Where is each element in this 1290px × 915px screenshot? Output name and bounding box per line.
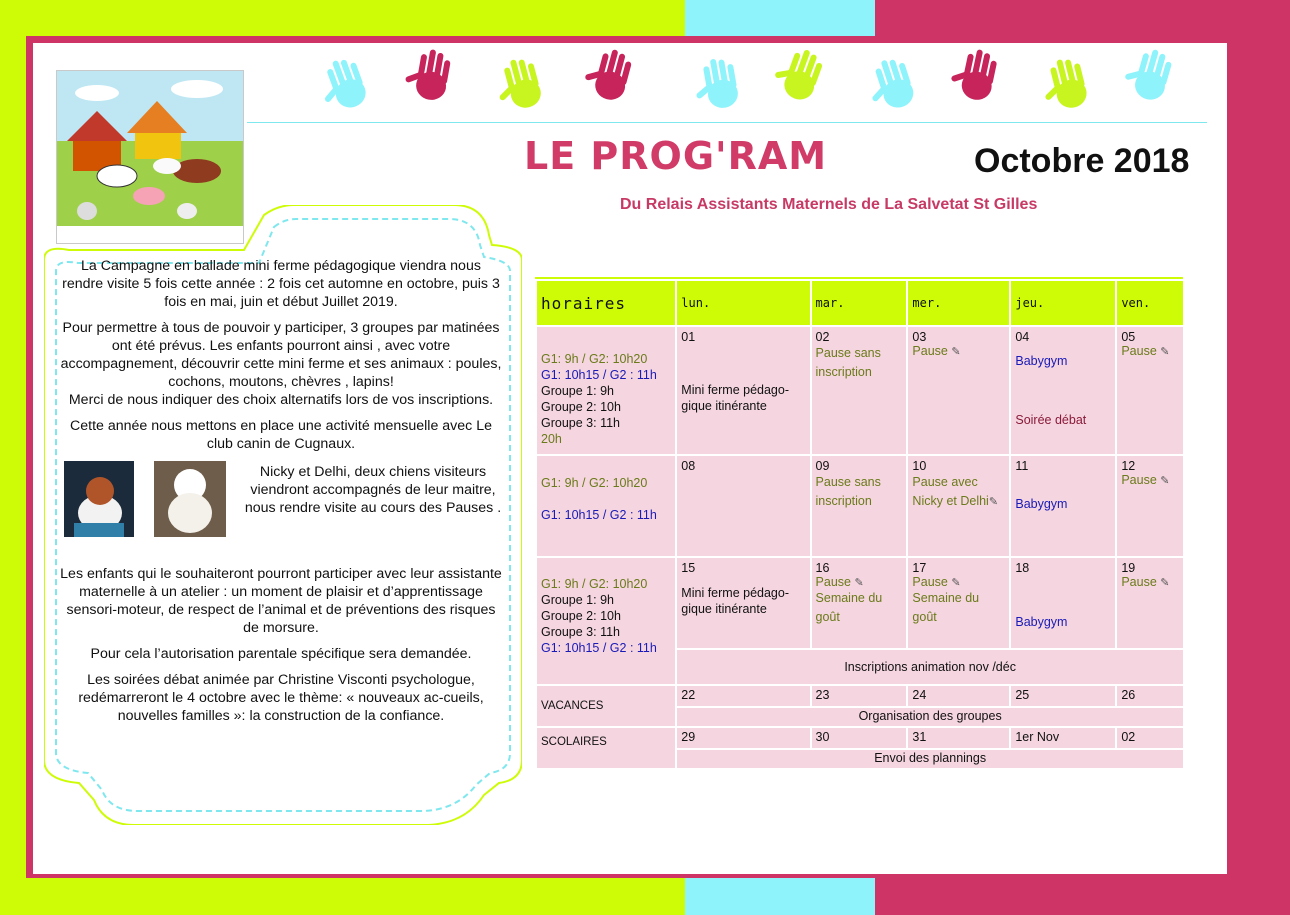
panel-text — [60, 257, 502, 733]
cell-jeu-18 — [1011, 558, 1115, 648]
activity-text: Pause — [1121, 473, 1157, 487]
handprint-icon — [686, 52, 756, 114]
cell-jeu-04 — [1011, 327, 1115, 454]
activity-text: Pause avec Nicky et Delhi — [912, 475, 989, 508]
horaire-line: Groupe 2: 10h — [541, 609, 621, 623]
cell-mar-02 — [812, 327, 907, 454]
horaire-line: Groupe 1: 9h — [541, 593, 614, 607]
activity-text: Pause — [1121, 344, 1157, 358]
day-number: 01 — [681, 330, 696, 344]
horaires-week3 — [537, 558, 675, 684]
pencil-icon: ✎ — [1160, 577, 1170, 589]
activity-text: Babygym — [1015, 615, 1068, 629]
pencil-icon: ✎ — [1160, 346, 1170, 358]
horaire-line: Groupe 2: 10h — [541, 400, 621, 414]
band-magenta-bottom — [875, 878, 1290, 915]
calendar-table — [535, 279, 1185, 770]
day-number: 17 — [912, 561, 927, 575]
day-number: 02 — [815, 330, 830, 344]
note-plannings: Envoi des plannings — [677, 750, 1183, 768]
dog-photo-nicky — [64, 461, 134, 537]
label-vacances: VACANCES — [537, 686, 675, 726]
band-cyan-top — [685, 0, 875, 36]
activity-text: Pause sans inscription — [815, 475, 881, 508]
header-horaires: horaires — [537, 281, 675, 325]
horaire-line: G1: 9h / G2: 10h20 — [541, 577, 648, 591]
note-inscriptions: Inscriptions animation nov /déc — [677, 650, 1183, 684]
activity-text: Pause — [912, 575, 948, 589]
band-lime-top — [0, 0, 685, 36]
pencil-icon: ✎ — [951, 577, 961, 589]
activity-text: Mini ferme pédago-gique itinérante — [681, 383, 789, 413]
activity-text: Babygym — [1015, 497, 1068, 511]
cell-mer-03 — [908, 327, 1009, 454]
activity-text: Mini ferme pédago-gique itinérante — [681, 586, 789, 616]
panel-paragraph-5: Nicky et Delhi, deux chiens visiteurs viendront accompagnés de leur maitre, nous rendre visite au cours des Pauses . — [244, 464, 502, 516]
activity-text: Pause sans inscription — [815, 346, 881, 379]
cell-lun-15 — [677, 558, 809, 648]
cell-day-22: 22 — [677, 686, 809, 706]
day-number: 15 — [681, 561, 696, 575]
day-number: 18 — [1015, 561, 1030, 575]
cell-lun-01 — [677, 327, 809, 454]
horaire-line: 20h — [541, 432, 562, 446]
band-magenta-right — [1232, 0, 1290, 915]
band-cyan-bottom — [685, 878, 875, 915]
pencil-icon: ✎ — [951, 346, 961, 358]
cell-day-30: 30 — [812, 728, 907, 748]
cell-day-24: 24 — [908, 686, 1009, 706]
horaires-week1 — [537, 327, 675, 454]
table-row-week2 — [537, 456, 1183, 556]
cell-mar-09 — [812, 456, 907, 556]
cell-mer-10 — [908, 456, 1009, 556]
horaire-line: G1: 10h15 / G2 : 11h — [541, 641, 657, 655]
header-lun: lun. — [677, 281, 809, 325]
horaire-line: Groupe 3: 11h — [541, 416, 620, 430]
header-ven: ven. — [1117, 281, 1183, 325]
cell-day-26: 26 — [1117, 686, 1183, 706]
day-number: 10 — [912, 459, 927, 473]
day-number: 08 — [681, 459, 696, 473]
pencil-icon: ✎ — [854, 577, 864, 589]
cell-day-25: 25 — [1011, 686, 1115, 706]
cell-lun-08 — [677, 456, 809, 556]
page-month: Octobre 2018 — [974, 142, 1190, 180]
band-lime-left — [0, 0, 26, 915]
handprint-icon — [488, 52, 558, 114]
handprint-icon — [1034, 52, 1104, 114]
cell-ven-12 — [1117, 456, 1183, 556]
handprint-icon — [312, 52, 382, 114]
handprint-icon — [860, 52, 930, 114]
panel-paragraph-2: Pour permettre à tous de pouvoir y participer, 3 groupes par matinées ont été prévus. Les enfants pourront ainsi , avec votre accompagnement, découvrir cette mini ferme et ses animaux : poules, cochons, moutons, chèvres , lapins! — [60, 320, 502, 390]
day-number: 11 — [1015, 459, 1029, 473]
handprint-icon — [768, 44, 838, 106]
label-scolaires: SCOLAIRES — [537, 728, 675, 768]
page-subtitle: Du Relais Assistants Maternels de La Salvetat St Gilles — [620, 196, 1038, 213]
horaire-line: G1: 9h / G2: 10h20 — [541, 476, 648, 490]
horaire-line: G1: 10h15 / G2 : 11h — [541, 508, 657, 522]
table-row-week1 — [537, 327, 1183, 454]
pencil-icon: ✎ — [988, 496, 999, 508]
activity-text: Pause — [1121, 575, 1157, 589]
cell-ven-05 — [1117, 327, 1183, 454]
day-number: 09 — [815, 459, 830, 473]
dog-photo-delhi — [154, 461, 224, 537]
handprint-icon — [398, 44, 468, 106]
activity-text: Babygym — [1015, 354, 1068, 368]
activity-text: Pause — [912, 344, 948, 358]
calendar-header-row — [537, 281, 1183, 325]
header-mer: mer. — [908, 281, 1009, 325]
panel-paragraph-7: Pour cela l’autorisation parentale spécifique sera demandée. — [90, 646, 472, 662]
panel-paragraph-6: Les enfants qui le souhaiteront pourront participer avec leur assistante maternelle à un atelier : un moment de plaisir et d’apprentissage sensori-moteur, de respect de l’animal et de préventions des risques de morsure. — [60, 566, 502, 636]
cell-day-02: 02 — [1117, 728, 1183, 748]
cell-ven-19 — [1117, 558, 1183, 648]
day-number: 16 — [815, 561, 830, 575]
panel-paragraph-8: Les soirées débat animée par Christine Visconti psychologue, redémarreront le 4 octobre avec le thème: « nouveaux ac-cueils, nouvelles familles »: la construction de la confiance. — [78, 672, 484, 724]
page-title: LE PROG'RAM — [524, 134, 828, 178]
day-number: 12 — [1121, 459, 1136, 473]
day-number: 05 — [1121, 330, 1136, 344]
cell-day-23: 23 — [812, 686, 907, 706]
table-row-week4 — [537, 686, 1183, 706]
table-row-week5 — [537, 728, 1183, 748]
band-lime-bottom — [0, 878, 685, 915]
panel-paragraph-3: Merci de nous indiquer des choix alternatifs lors de vos inscriptions. — [68, 392, 494, 408]
handprint-icon — [944, 44, 1014, 106]
handprint-icon — [1118, 44, 1188, 106]
activity-text: Semaine du goût — [815, 591, 883, 624]
cell-mer-17 — [908, 558, 1009, 648]
table-row-week3 — [537, 558, 1183, 648]
pencil-icon: ✎ — [1160, 475, 1170, 487]
header-rule-top — [247, 122, 1207, 123]
day-number: 03 — [912, 330, 927, 344]
day-number: 19 — [1121, 561, 1136, 575]
horaire-line: Groupe 1: 9h — [541, 384, 614, 398]
band-magenta-top — [875, 0, 1290, 36]
activity-text: Soirée débat — [1015, 413, 1087, 427]
handprint-icon — [578, 44, 648, 106]
cell-day-31: 31 — [908, 728, 1009, 748]
dog-section — [60, 461, 502, 559]
note-organisation: Organisation des groupes — [677, 708, 1183, 726]
activity-text: Pause — [815, 575, 851, 589]
horaire-line: G1: 9h / G2: 10h20 — [541, 352, 648, 366]
day-number: 04 — [1015, 330, 1030, 344]
horaire-line: G1: 10h15 / G2 : 11h — [541, 368, 657, 382]
cell-mar-16 — [812, 558, 907, 648]
panel-paragraph-4: Cette année nous mettons en place une activité mensuelle avec Le club canin de Cugnaux. — [70, 418, 492, 452]
horaire-line: Groupe 3: 11h — [541, 625, 620, 639]
horaires-week2 — [537, 456, 675, 556]
activity-text: Semaine du goût — [912, 591, 980, 624]
panel-paragraph-1: La Campagne en ballade mini ferme pédagogique viendra nous rendre visite 5 fois cette année : 2 fois cet automne en octobre, puis 3 fois en mai, juin et début Juillet 2019. — [62, 258, 500, 310]
header-jeu: jeu. — [1011, 281, 1115, 325]
header-mar: mar. — [812, 281, 907, 325]
cell-day-29: 29 — [677, 728, 809, 748]
cell-jeu-11 — [1011, 456, 1115, 556]
cell-day-1er-nov: 1er Nov — [1011, 728, 1115, 748]
